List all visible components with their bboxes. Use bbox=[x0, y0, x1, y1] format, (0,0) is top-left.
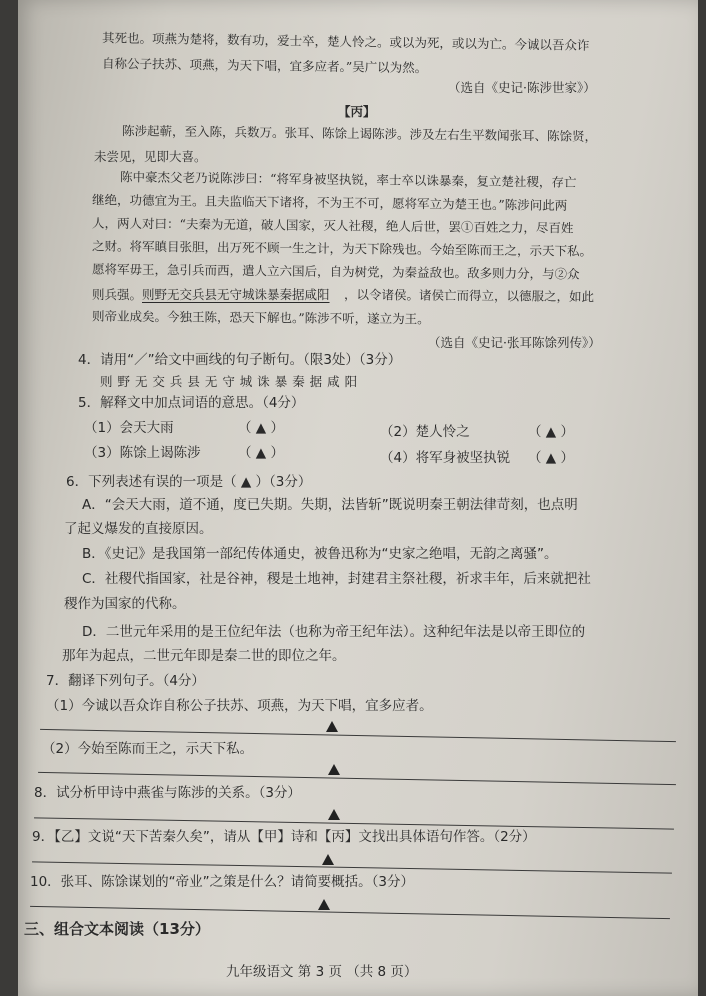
passage-line: 陈中豪杰父老乃说陈涉曰：“将军身被坚执锐，率士卒以诛暴秦，复立楚社稷，存亡 bbox=[119, 169, 577, 190]
question-4-stem: 4．请用“／”给文中画线的句子断句。（限3处）（3分） bbox=[78, 352, 402, 368]
question-7-stem: 7．翻译下列句子。（4分） bbox=[46, 673, 205, 689]
underlined-sentence: 则野无交兵县无守城诛暴秦据咸阳 bbox=[142, 287, 330, 302]
answer-line[interactable] bbox=[38, 772, 676, 785]
q5-blank-3[interactable]: （ ▲ ） bbox=[238, 445, 284, 461]
passage-line: 继绝，功德宜为王。且夫监临天下诸将，不为王不可，愿将军立为楚王也。”陈涉问此两 bbox=[91, 192, 568, 213]
q5-blank-1[interactable]: （ ▲ ） bbox=[238, 420, 284, 436]
source-citation: （选自《史记·陈涉世家》） bbox=[448, 80, 596, 95]
q7-sentence-2: （2）今始至陈而王之，示天下私。 bbox=[42, 741, 254, 757]
answer-mark-icon bbox=[318, 899, 330, 910]
passage-line: 则帝业成矣。今独王陈，恐天下解也。”陈涉不听，遂立为王。 bbox=[91, 308, 430, 327]
q6-option-d-cont: 那年为起点，二世元年即是秦二世的即位之年。 bbox=[62, 648, 346, 664]
q5-blank-2[interactable]: （ ▲ ） bbox=[528, 424, 574, 440]
passage-line: 陈涉起蕲，至入陈，兵数万。张耳、陈馀上谒陈涉。涉及左右生平数闻张耳、陈馀贤， bbox=[121, 123, 598, 144]
question-6-stem: 6．下列表述有误的一项是（ ▲ ）（3分） bbox=[66, 474, 312, 490]
q6-option-a: A．“会天大雨，道不通，度已失期。失期，法皆斩”既说明秦王朝法律苛刻，也点明 bbox=[82, 497, 578, 513]
q5-blank-4[interactable]: （ ▲ ） bbox=[528, 450, 574, 466]
q6-option-d: D．二世元年采用的是王位纪年法（也称为帝王纪年法）。这种纪年法是以帝王即位的 bbox=[82, 624, 586, 640]
question-10-stem: 10．张耳、陈馀谋划的“帝业”之策是什么？请简要概括。（3分） bbox=[30, 874, 415, 890]
answer-line[interactable] bbox=[34, 817, 674, 829]
q6-option-c: C．社稷代指国家，社是谷神，稷是土地神，封建君主祭社稷，祈求丰年，后来就把社 bbox=[82, 571, 591, 587]
passage-line-end: ，以令诸侯。诸侯亡而得立，以德服之，如此 bbox=[343, 286, 595, 305]
question-5-stem: 5．解释文中加点词语的意思。（4分） bbox=[78, 395, 305, 411]
answer-mark-icon bbox=[322, 854, 334, 865]
passage-heading: 【丙】 bbox=[338, 104, 376, 119]
answer-mark-icon bbox=[326, 721, 338, 732]
q5-item-1: （1）会天大雨 bbox=[84, 420, 174, 436]
passage-line: 人，两人对曰：“夫秦为无道，破人国家，灭人社稷，绝人后世，罢①百姓之力，尽百姓 bbox=[91, 215, 574, 236]
answer-line[interactable] bbox=[30, 906, 670, 919]
passage-line: 其死也。项燕为楚将，数有功，爱士卒，楚人怜之。或以为死，或以为亡。今诚以吾众诈 bbox=[101, 30, 590, 53]
passage-line: 未尝见，见即大喜。 bbox=[94, 149, 207, 164]
question-8-stem: 8．试分析甲诗中燕雀与陈涉的关系。（3分） bbox=[34, 785, 301, 801]
question-4-sentence: 则 野 无 交 兵 县 无 守 城 诛 暴 秦 据 咸 阳 bbox=[100, 374, 358, 389]
passage-line: 自称公子扶苏、项燕，为天下唱，宜多应者。”吴广以为然。 bbox=[101, 55, 428, 76]
q6-option-a-cont: 了起义爆发的直接原因。 bbox=[64, 521, 213, 537]
q6-option-c-cont: 稷作为国家的代称。 bbox=[64, 596, 186, 612]
answer-mark-icon bbox=[328, 764, 340, 775]
source-citation: （选自《史记·张耳陈馀列传》） bbox=[428, 335, 601, 350]
q6-option-b: B．《史记》是我国第一部纪传体通史，被鲁迅称为“史家之绝唱，无韵之离骚”。 bbox=[82, 546, 558, 562]
passage-line: 愿将军毋王，急引兵而西，遣人立六国后，自为树党，为秦益敌也。敌多则力分，与②众 bbox=[91, 261, 580, 282]
passage-line: 之财。将军瞋目张胆，出万死不顾一生之计，为天下除残也。今始至陈而王之，示天下私。 bbox=[91, 238, 593, 259]
section-3-title: 三、组合文本阅读（13分） bbox=[24, 920, 210, 938]
page-footer: 九年级语文 第 3 页 （共 8 页） bbox=[226, 964, 418, 980]
exam-page bbox=[18, 0, 698, 996]
passage-line-start: 则兵强。 bbox=[92, 287, 143, 302]
question-9-stem: 9．【乙】文说“天下苦秦久矣”，请从【甲】诗和【丙】文找出具体语句作答。（2分） bbox=[32, 829, 536, 845]
answer-line[interactable] bbox=[32, 861, 672, 873]
q5-item-4: （4）将军身被坚执锐 bbox=[380, 450, 511, 466]
answer-mark-icon bbox=[328, 809, 340, 820]
q7-sentence-1: （1）今诚以吾众诈自称公子扶苏、项燕，为天下唱，宜多应者。 bbox=[46, 698, 433, 714]
q5-item-2: （2）楚人怜之 bbox=[380, 424, 470, 440]
q5-item-3: （3）陈馀上谒陈涉 bbox=[84, 445, 201, 461]
